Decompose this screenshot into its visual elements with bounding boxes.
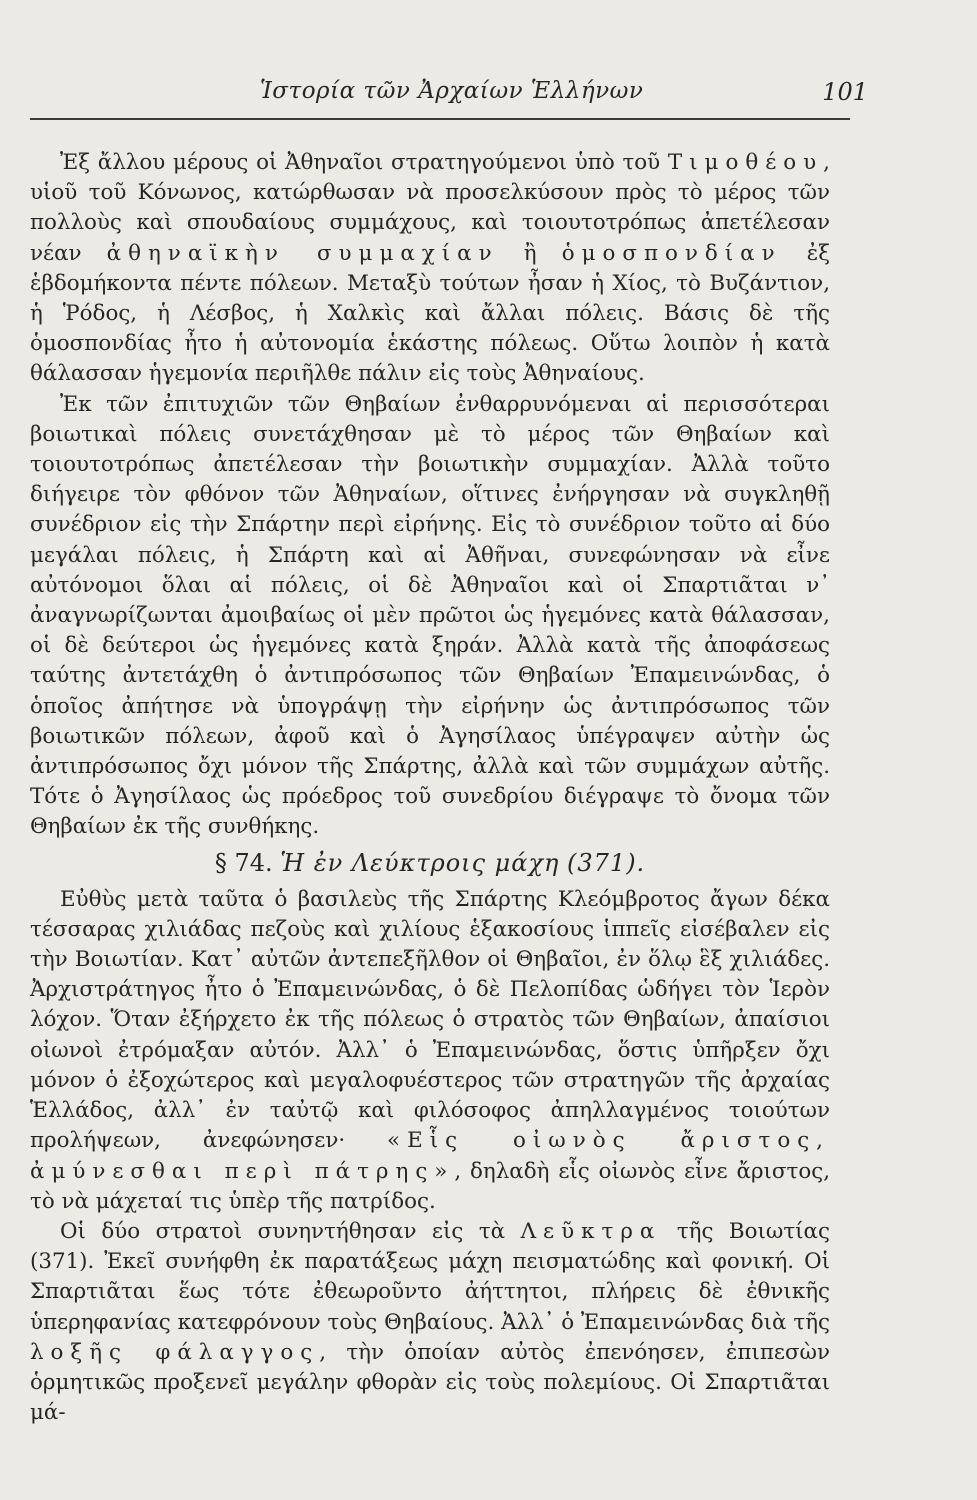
section-year: (371).: [567, 848, 646, 877]
spaced-name-timotheus: Τιμοθέου: [667, 150, 824, 175]
spaced-term-athenian-alliance: ἀθηναϊκὴν συμμαχίαν: [106, 240, 499, 266]
paragraph-invasion: Εὐθὺς μετὰ ταῦτα ὁ βασιλεὺς τῆς Σπάρτης Κλεόμβροτος ἄγων δέκα τέσσαρας χιλιάδας πεζοὺς καὶ χιλίους ἑξακοσίους ἱππεῖς εἰσέβαλεν εἰς τὴν Βοιωτίαν. Κατ᾽ αὐτῶν ἀντεπεξῆλθον οἱ Θηβαῖοι, ἐν ὅλῳ ἓξ χιλιάδες. Ἀρχιστράτηγος ἦτο ὁ Ἐπαμεινώνδας, ὁ δὲ Πελοπίδας ὡδήγει τὸν Ἱερὸν λόχον. Ὅταν ἐξήρχετο ἐκ τῆς πόλεως ὁ στρατὸς τῶν Θηβαίων, ἀπαίσιοι οἰωνοὶ ἐτρόμαξαν αὐτόν. Ἀλλ᾽ ὁ Ἐπαμεινώνδας, ὅστις ὑπῆρξεν ὄχι μόνον ὁ ἐξοχώτερος καὶ μεγαλοφυέστερος τῶν στρατηγῶν τῆς ἀρχαίας Ἑλλάδος, ἀλλ᾽ ἐν ταὐτῷ καὶ φιλόσοφος ἀπηλλαγμένος τοιούτων προλήψεων, ἀνεφώνησεν· «Εἷς οἰωνὸς ἄριστος, ἀμύνεσθαι περὶ πάτρης», δηλαδὴ εἷς οἰωνὸς εἶνε ἄριστος, τὸ νὰ μάχεταί τις ὑπὲρ τῆς πατρίδος.: [30, 886, 830, 1214]
page-number: 101: [822, 78, 868, 106]
body-text: [30, 148, 830, 1428]
section-heading: [30, 847, 830, 879]
paragraph-boeotian-alliance: Ἐκ τῶν ἐπιτυχιῶν τῶν Θηβαίων ἐνθαρρυνόμεναι αἱ περισσότεραι βοιωτικαὶ πόλεις συνετάχθησαν μὲ τὸ μέρος τῶν Θηβαίων καὶ τοιουτοτρόπως ἀπετέλεσαν τὴν βοιωτικὴν συμμαχίαν. Ἀλλὰ τοῦτο διήγειρε τὸν φθόνον τῶν Ἀθηναίων, οἵτινες ἐνήργησαν νὰ συγκληθῇ συνέδριον εἰς τὴν Σπάρτην περὶ εἰρήνης. Εἰς τὸ συνέδριον τοῦτο αἱ δύο μεγάλαι πόλεις, ἡ Σπάρτη καὶ αἱ Ἀθῆναι, συνεφώνησαν νὰ εἶνε αὐτόνομοι ὅλαι αἱ πόλεις, οἱ δὲ Ἀθηναῖοι καὶ οἱ Σπαρτιᾶται ν᾽ ἀναγνωρίζωνται ἀμοιβαίως οἱ μὲν πρῶτοι ὡς ἡγεμόνες κατὰ θάλασσαν, οἱ δὲ δεύτεροι ὡς ἡγεμόνες κατὰ ξηράν. Ἀλλὰ κατὰ τῆς ἀποφάσεως ταύτης ἀντετάχθη ὁ ἀντιπρόσωπος τῶν Θηβαίων Ἐπαμεινώνδας, ὁ ὁποῖος ἀπήτησε νὰ ὑπογράψῃ τὴν εἰρήνην ὡς ἀντιπρόσωπος τῶν βοιωτικῶν πόλεων, ἀφοῦ καὶ ὁ Ἀγησίλαος ὑπέγραψεν αὐτὴν ὡς ἀντιπρόσωπος ὄχι μόνον τῆς Σπάρτης, ἀλλὰ καὶ τῶν συμμάχων αὐτῆς. Τότε ὁ Ἀγησίλαος ὡς πρόεδρος τοῦ συνεδρίου διέγραψε τὸ ὄνομα τῶν Θηβαίων ἐκ τῆς συνθήκης.: [30, 391, 830, 840]
running-head: Ἱστορία τῶν Ἀρχαίων Ἑλλήνων: [260, 78, 644, 104]
page-header: [30, 78, 868, 120]
section-title: Ἡ ἐν Λεύκτροις μάχη: [280, 848, 560, 877]
paragraph-battle: Οἱ δύο στρατοὶ συνηντήθησαν εἰς τὰ Λεῦκτρα τῆς Βοιωτίας (371). Ἐκεῖ συνήφθη ἐκ παρατάξεως μάχη πεισματώδης καὶ φονική. Οἱ Σπαρτιᾶται ἕως τότε ἐθεωροῦντο ἀήττητοι, πλήρεις δὲ ἐθνικῆς ὑπερηφανίας κατεφρόνουν τοὺς Θηβαίους. Ἀλλ᾽ ὁ Ἐπαμεινώνδας διὰ τῆς λοξῆς φάλαγγος, τὴν ὁποίαν αὐτὸς ἐπενόησεν, ἐπιπεσὼν ὁρμητικῶς προξενεῖ μεγάλην φθορὰν εἰς τοὺς πολεμίους. Οἱ Σπαρτιᾶται μά-: [30, 1218, 831, 1426]
spaced-place-leuctra: Λεῦκτρα: [520, 1218, 662, 1244]
spaced-term-oblique-phalanx: λοξῆς φάλαγγος: [30, 1339, 320, 1365]
spaced-quote-omen: «Εἷς οἰωνὸς ἄριστος, ἀμύνεσθαι περὶ πάτρης»: [30, 1128, 830, 1184]
paragraph-athenian-alliance: Ἐξ ἄλλου μέρους οἱ Ἀθηναῖοι στρατηγούμενοι ὑπὸ τοῦ Τιμοθέου, υἱοῦ τοῦ Κόνωνος, κατώρθωσαν νὰ προσελκύσουν πρὸς τὸ μέρος τῶν πολλοὺς καὶ σπουδαίους συμμάχους, καὶ τοιουτοτρόπως ἀπετέλεσαν νέαν ἀθηναϊκὴν συμμαχίαν ἢ ὁμοσπονδίαν ἐξ ἑβδομήκοντα πέντε πόλεων. Μεταξὺ τούτων ἦσαν ἡ Χίος, τὸ Βυζάντιον, ἡ Ῥόδος, ἡ Λέσβος, ἡ Χαλκὶς καὶ ἄλλαι πόλεις. Βάσις δὲ τῆς ὁμοσπονδίας ἦτο ἡ αὐτονομία ἑκάστης πόλεως. Οὕτω λοιπὸν ἡ κατὰ θάλασσαν ἡγεμονία περιῆλθε πάλιν εἰς τοὺς Ἀθηναίους.: [30, 150, 830, 387]
spaced-term-confederacy: ὁμοσπονδίαν: [561, 240, 782, 266]
section-number: § 74.: [214, 848, 273, 877]
